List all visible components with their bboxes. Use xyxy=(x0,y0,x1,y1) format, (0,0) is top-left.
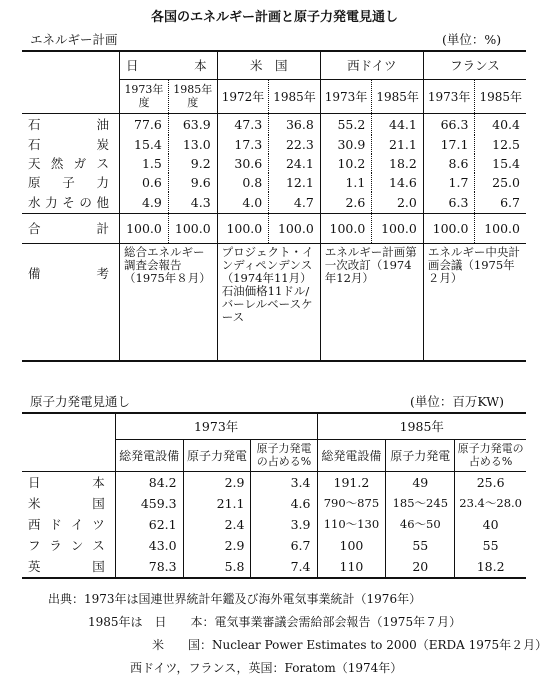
remarks-row xyxy=(22,243,526,361)
energy-plan-caption: エネルギー計画 xyxy=(30,32,118,47)
page-title: 各国のエネルギー計画と原子力発電見通し xyxy=(150,10,398,25)
year-header: 1973年 xyxy=(423,79,475,113)
table-row: 石 炭 15.4 13.0 17.3 22.3 30.9 21.1 17.1 12.5 xyxy=(22,135,526,154)
column-header: 総発電設備 xyxy=(317,439,386,471)
source-line-4: 西ドイツ，フランス，英国：Foratom（1974年） xyxy=(130,661,403,675)
remark-us-extra: 石油価格11ドル/バーレルベースケース xyxy=(221,283,313,324)
total-row: 合 計 100.0 100.0 100.0 100.0 100.0 100.0 100.0 100.0 xyxy=(22,213,526,243)
table-row: 水 力 そ の 他 4.9 4.3 4.0 4.7 2.6 2.0 6.3 6.7 xyxy=(22,192,526,213)
remarks-label: 備 考 xyxy=(28,265,110,281)
country-header-france: フランス xyxy=(423,51,526,79)
remark-us: プロジェクト・インディペンデンス（1974年11月） xyxy=(221,244,314,285)
year-header: 1985年 xyxy=(269,79,321,113)
table-row: 原 子 力 0.6 9.6 0.8 12.1 1.1 14.6 1.7 25.0 xyxy=(22,173,526,192)
nuclear-outlook-unit: (単位：百万KW) xyxy=(410,394,504,409)
column-header: 原子力発電の占める% xyxy=(251,439,317,471)
table-row: 西 ド イ ツ 62.1 2.4 3.9 110～130 46～50 40 xyxy=(22,514,526,535)
column-header: 原子力発電 xyxy=(183,439,251,471)
table-row: 天 然 ガ ス 1.5 9.2 30.6 24.1 10.2 18.2 8.6 15.4 xyxy=(22,154,526,173)
column-header: 総発電設備 xyxy=(115,439,183,471)
source-line-3: 米 国：Nuclear Power Estimates to 2000（ERDA 1975年２月） xyxy=(152,638,548,652)
year-header: 1985年 xyxy=(475,79,526,113)
table-row: 米 国 459.3 21.1 4.6 790～875 185～245 23.4～28.0 xyxy=(22,493,526,514)
year-header: 1972年 xyxy=(217,79,269,113)
country-header-us: 米 国 xyxy=(217,51,320,79)
remark-japan: 総合エネルギー調査会報告（1975年８月） xyxy=(120,243,218,361)
energy-plan-table xyxy=(22,50,526,362)
year-group-1973: 1973年 xyxy=(115,413,317,439)
energy-plan-unit: (単位：%) xyxy=(442,32,502,47)
country-header-japan: 日 本 xyxy=(126,58,207,74)
nuclear-outlook-table xyxy=(22,412,526,579)
year-group-1985: 1985年 xyxy=(317,413,526,439)
column-header: 原子力発電 xyxy=(386,439,455,471)
source-line-1: 出典：1973年は国連世界統計年鑑及び海外電気事業統計（1976年） xyxy=(48,592,422,606)
nuclear-outlook-caption: 原子力発電見通し xyxy=(30,394,131,409)
table-row: 石 油 77.6 63.9 47.3 36.8 55.2 44.1 66.3 40.4 xyxy=(22,113,526,135)
year-header: 1973年 xyxy=(320,79,372,113)
table-row: フ ラ ン ス 43.0 2.9 6.7 100 55 55 xyxy=(22,535,526,556)
year-header: 1985年度 xyxy=(168,79,217,113)
year-header: 1985年 xyxy=(372,79,424,113)
remark-france: エネルギー中央計画会議（1975年２月） xyxy=(423,243,526,361)
table-row: 英 国 78.3 5.8 7.4 110 20 18.2 xyxy=(22,556,526,578)
table-row: 日 本 84.2 2.9 3.4 191.2 49 25.6 xyxy=(22,471,526,493)
year-header: 1973年度 xyxy=(120,79,169,113)
country-header-west-germany: 西ドイツ xyxy=(320,51,423,79)
column-header: 原子力発電の占める% xyxy=(455,439,526,471)
remark-west-germany: エネルギー計画第一次改訂（1974年12月） xyxy=(320,243,423,361)
source-line-2: 1985年は 日 本：電気事業審議会需給部会報告（1975年７月） xyxy=(88,615,462,629)
